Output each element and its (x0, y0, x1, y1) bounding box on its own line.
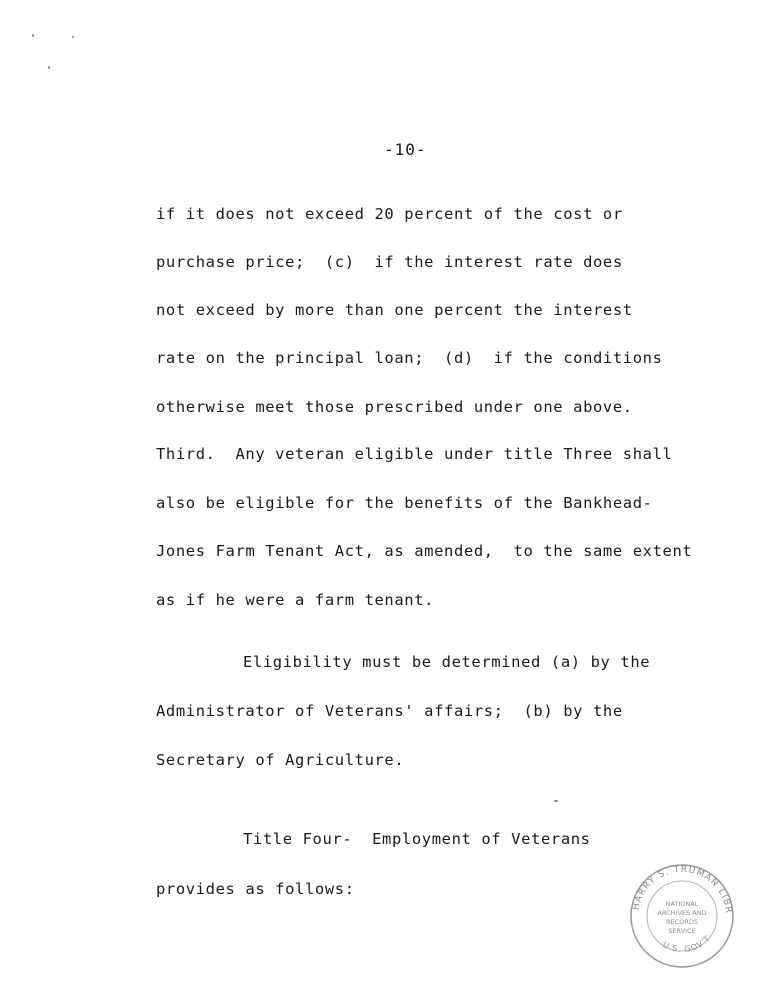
stamp-inner-line: ARCHIVES AND (657, 909, 707, 917)
stamp-outer-text: HARRY S. TRUMAN LIBR (631, 864, 734, 915)
scan-speck (48, 66, 50, 69)
archive-stamp (628, 862, 736, 970)
text-line: Administrator of Veterans' affairs; (b) by the (156, 702, 623, 720)
stamp-inner-line: SERVICE (668, 927, 696, 935)
text-line: Jones Farm Tenant Act, as amended, to the same extent (156, 542, 693, 560)
section-heading: Title Four- Employment of Veterans (243, 830, 591, 848)
text-line: otherwise meet those prescribed under one above. (156, 398, 633, 416)
stamp-inner-line: RECORDS (666, 918, 698, 926)
stamp-bottom-text: U.S. GOV'T (661, 933, 713, 954)
text-line: if it does not exceed 20 percent of the cost or (156, 205, 623, 223)
stamp-inner-line: NATIONAL (665, 900, 699, 908)
text-line: also be eligible for the benefits of the Bankhead- (156, 494, 653, 512)
scan-speck (554, 800, 558, 802)
page-number: -10- (384, 140, 427, 159)
text-line: not exceed by more than one percent the interest (156, 301, 633, 319)
text-line: Secretary of Agriculture. (156, 751, 405, 769)
text-line: provides as follows: (156, 880, 355, 898)
text-line: as if he were a farm tenant. (156, 591, 435, 609)
text-line: Eligibility must be determined (a) by the (243, 653, 651, 671)
scan-speck (32, 34, 34, 37)
text-line: rate on the principal loan; (d) if the conditions (156, 349, 663, 367)
scan-speck (72, 36, 74, 38)
text-line: Third. Any veteran eligible under title Three shall (156, 445, 673, 463)
text-line: purchase price; (c) if the interest rate does (156, 253, 623, 271)
